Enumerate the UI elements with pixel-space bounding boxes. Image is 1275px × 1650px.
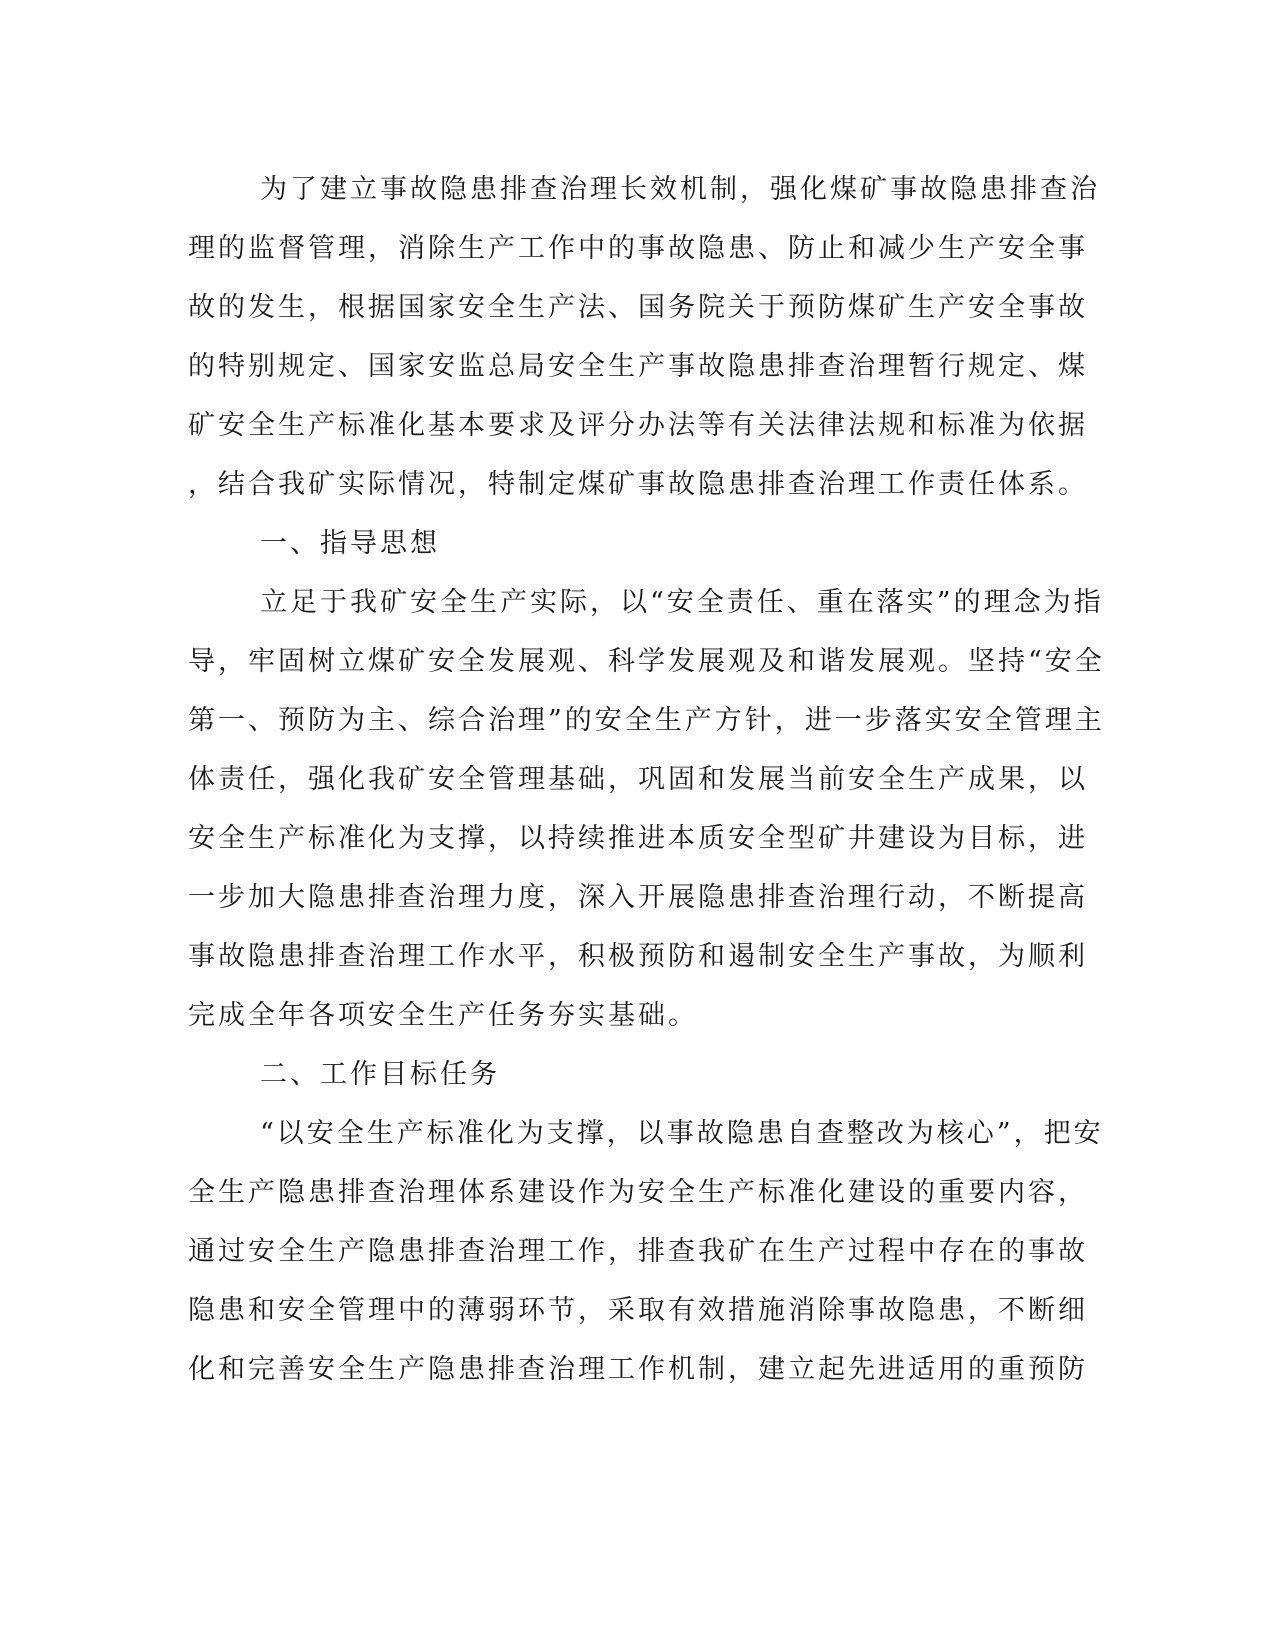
paragraph-line: 立足于我矿安全生产实际，以“安全责任、重在落实”的理念为指 bbox=[260, 587, 1104, 618]
section-heading: 一、指导思想 bbox=[260, 528, 440, 559]
paragraph-line: 故的发生，根据国家安全生产法、国务院关于预防煤矿生产安全事故 bbox=[188, 292, 1088, 323]
paragraph-line: 化和完善安全生产隐患排查治理工作机制，建立起先进适用的重预防 bbox=[188, 1354, 1088, 1385]
paragraph-line: 一步加大隐患排查治理力度，深入开展隐患排查治理行动，不断提高 bbox=[188, 882, 1088, 913]
paragraph-line: 理的监督管理，消除生产工作中的事故隐患、防止和减少生产安全事 bbox=[188, 233, 1088, 264]
paragraph-line: 体责任，强化我矿安全管理基础，巩固和发展当前安全生产成果，以 bbox=[188, 764, 1088, 795]
paragraph-line: 第一、预防为主、综合治理”的安全生产方针，进一步落实安全管理主 bbox=[188, 705, 1105, 736]
paragraph-line: 事故隐患排查治理工作水平，积极预防和遏制安全生产事故，为顺利 bbox=[188, 941, 1088, 972]
document-body bbox=[188, 160, 1105, 1399]
paragraph-line: “以安全生产标准化为支撑，以事故隐患自查整改为核心”，把安 bbox=[260, 1118, 1104, 1149]
paragraph-line: 导，牢固树立煤矿安全发展观、科学发展观及和谐发展观。坚持“安全 bbox=[188, 646, 1105, 677]
paragraph-line: 通过安全生产隐患排查治理工作，排查我矿在生产过程中存在的事故 bbox=[188, 1236, 1088, 1267]
paragraph-line: 安全生产标准化为支撑，以持续推进本质安全型矿井建设为目标，进 bbox=[188, 823, 1088, 854]
paragraph-line: 的特别规定、国家安监总局安全生产事故隐患排查治理暂行规定、煤 bbox=[188, 351, 1088, 382]
section-heading: 二、工作目标任务 bbox=[260, 1059, 500, 1090]
paragraph-line: 矿安全生产标准化基本要求及评分办法等有关法律法规和标准为依据 bbox=[188, 410, 1088, 441]
paragraph-line: 为了建立事故隐患排查治理长效机制，强化煤矿事故隐患排查治 bbox=[260, 174, 1100, 205]
paragraph-line: 完成全年各项安全生产任务夯实基础。 bbox=[188, 1000, 698, 1031]
paragraph-line: 全生产隐患排查治理体系建设作为安全生产标准化建设的重要内容， bbox=[188, 1177, 1088, 1208]
paragraph-line: 隐患和安全管理中的薄弱环节，采取有效措施消除事故隐患，不断细 bbox=[188, 1295, 1088, 1326]
paragraph-line: ，结合我矿实际情况，特制定煤矿事故隐患排查治理工作责任体系。 bbox=[188, 469, 1088, 500]
